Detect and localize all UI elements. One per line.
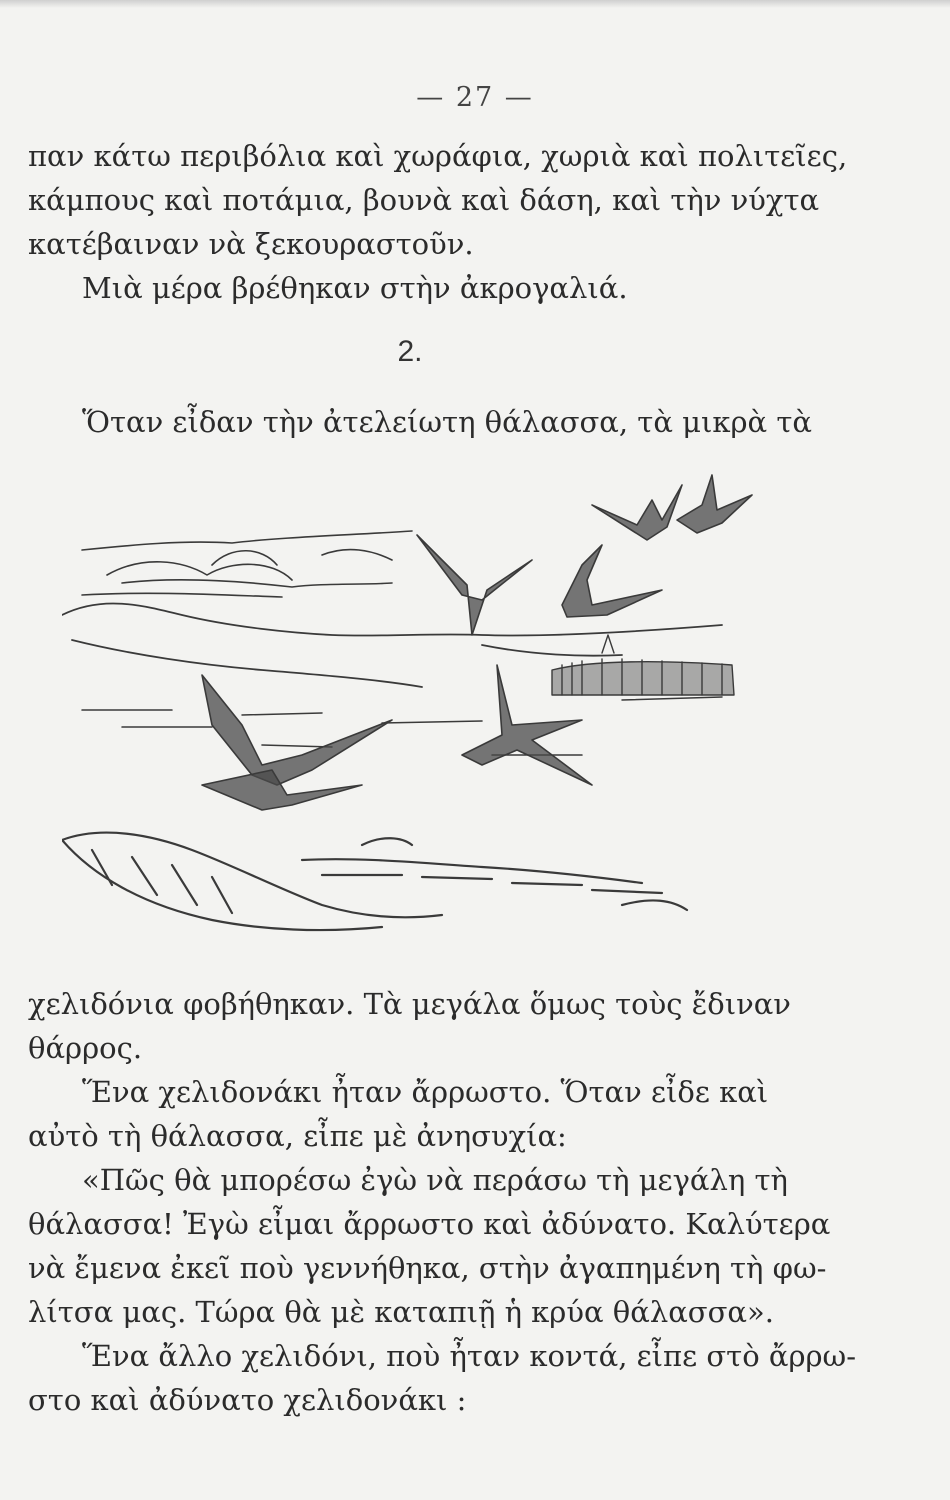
text-line: Ἕνα ἄλλο χελιδόνι, ποὺ ἦταν κοντά, εἶπε στὸ ἄρρω- bbox=[82, 1339, 856, 1373]
page-top-edge bbox=[0, 0, 950, 8]
text-line: Μιὰ μέρα βρέθηκαν στὴν ἀκρογαλιά. bbox=[82, 271, 628, 305]
clouds bbox=[82, 531, 412, 597]
text-line: νὰ ἔμενα ἐκεῖ ποὺ γεννήθηκα, στὴν ἀγαπημένη τὴ φω- bbox=[28, 1251, 827, 1285]
text-line: κάμπους καὶ ποτάμια, βουνὰ καὶ δάση, καὶ τὴν νύχτα bbox=[28, 183, 820, 217]
text-line: «Πῶς θὰ μπορέσω ἐγὼ νὰ περάσω τὴ μεγάλη τὴ bbox=[82, 1163, 788, 1197]
text-line: στο καὶ ἀδύνατο χελιδονάκι : bbox=[28, 1383, 467, 1417]
text-line: Ὅταν εἶδαν τὴν ἀτελείωτη θάλασσα, τὰ μικρὰ τὰ bbox=[82, 405, 812, 439]
island bbox=[552, 635, 734, 695]
text-line: θάρρος. bbox=[28, 1031, 143, 1065]
text-line: αὐτὸ τὴ θάλασσα, εἶπε μὲ ἀνησυχία: bbox=[28, 1119, 567, 1153]
section-number: 2. bbox=[397, 335, 423, 368]
swallows-illustration bbox=[62, 465, 762, 955]
text-line: Ἕνα χελιδονάκι ἦταν ἄρρωστο. Ὅταν εἶδε καὶ bbox=[82, 1075, 769, 1109]
text-line: θάλασσα! Ἐγὼ εἶμαι ἄρρωστο καὶ ἀδύνατο. Καλύτερα bbox=[28, 1207, 831, 1241]
text-line: παν κάτω περιβόλια καὶ χωράφια, χωριὰ καὶ πολιτεῖες, bbox=[28, 139, 848, 173]
foreground-shore bbox=[62, 833, 687, 930]
swallows bbox=[202, 475, 752, 810]
text-line: κατέβαιναν νὰ ξεκουραστοῦν. bbox=[28, 227, 474, 261]
water-lines bbox=[82, 697, 722, 755]
text-line: χελιδόνια φοβήθηκαν. Τὰ μεγάλα ὅμως τοὺς ἔδιναν bbox=[28, 987, 791, 1021]
text-line: λίτσα μας. Τώρα θὰ μὲ καταπιῇ ἡ κρύα θάλασσα». bbox=[28, 1295, 774, 1329]
page-number: — 27 — bbox=[416, 82, 534, 113]
